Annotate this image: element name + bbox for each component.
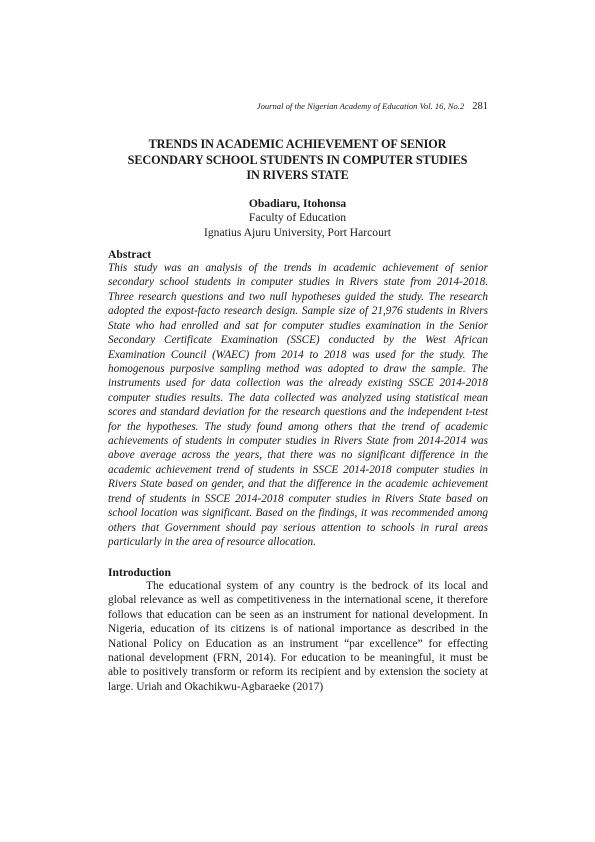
- page-number: 281: [472, 101, 488, 112]
- article-title: [96, 137, 499, 184]
- introduction-body: The educational system of any country is the bedrock of its local and global relevance as well as competitiveness in the international scene, it therefore follows that education can be seen as an instrument for national development. In Nigeria, education of its citizens is of national importance as described in the National Policy on Education as an instrument “par excellence” for effecting national development (FRN, 2014). For education to be meaningful, it must be able to positively transform or reform its recipient and by extension the society at large. Uriah and Okachikwu-Agbaraeke (2017): [108, 580, 488, 693]
- author-institution: Ignatius Ajuru University, Port Harcourt: [204, 225, 391, 239]
- introduction-heading: Introduction: [108, 566, 171, 579]
- author-block: [96, 197, 499, 240]
- title-line-3: IN RIVERS STATE: [246, 168, 349, 183]
- author-name: Obadiaru, Itohonsa: [248, 197, 347, 210]
- journal-citation: Journal of the Nigerian Academy of Education Vol. 16, No.2: [256, 101, 465, 111]
- title-line-2: SECONDARY SCHOOL STUDENTS IN COMPUTER STUDIES: [127, 152, 468, 167]
- title-line-1: TRENDS IN ACADEMIC ACHIEVEMENT OF SENIOR: [148, 137, 447, 151]
- abstract-heading: Abstract: [108, 248, 152, 261]
- running-head: [108, 101, 488, 112]
- author-department: Faculty of Education: [248, 211, 347, 225]
- abstract-body: This study was an analysis of the trends in academic achievement of senior secondary school students in computer studies in Rivers state from 2014-2018. Three research questions and two null hypotheses guided the study. The research adopted the expost-facto research design. Sample size of 21,976 students in Rivers State who had enrolled and sat for computer studies examination in the Senior Secondary Certificate Examination (SSCE) conducted by the West African Examination Council (WAEC) from 2014 to 2018 was used for the study. The homogenous purposive sampling method was adopted to draw the sample. The instruments used for data collection was the already existing SSCE 2014-2018 computer studies results. The data collected was analyzed using statistical mean scores and standard deviation for the research questions and the independent t-test for the hypotheses. The study found among others that the trend of academic achievements of students in computer studies in Rivers State from 2014-2014 was above average across the years, that there was no significant difference in the academic achievement trend of students in SSCE 2014-2018 computer studies in Rivers State based on gender, and that the difference in the academic achievement trend of students in SSCE 2014-2018 computer studies in Rivers State based on school location was significant. Based on the findings, it was recommended among others that Government should pay serious attention to schools in rural areas particularly in the area of resource allocation.: [108, 262, 488, 549]
